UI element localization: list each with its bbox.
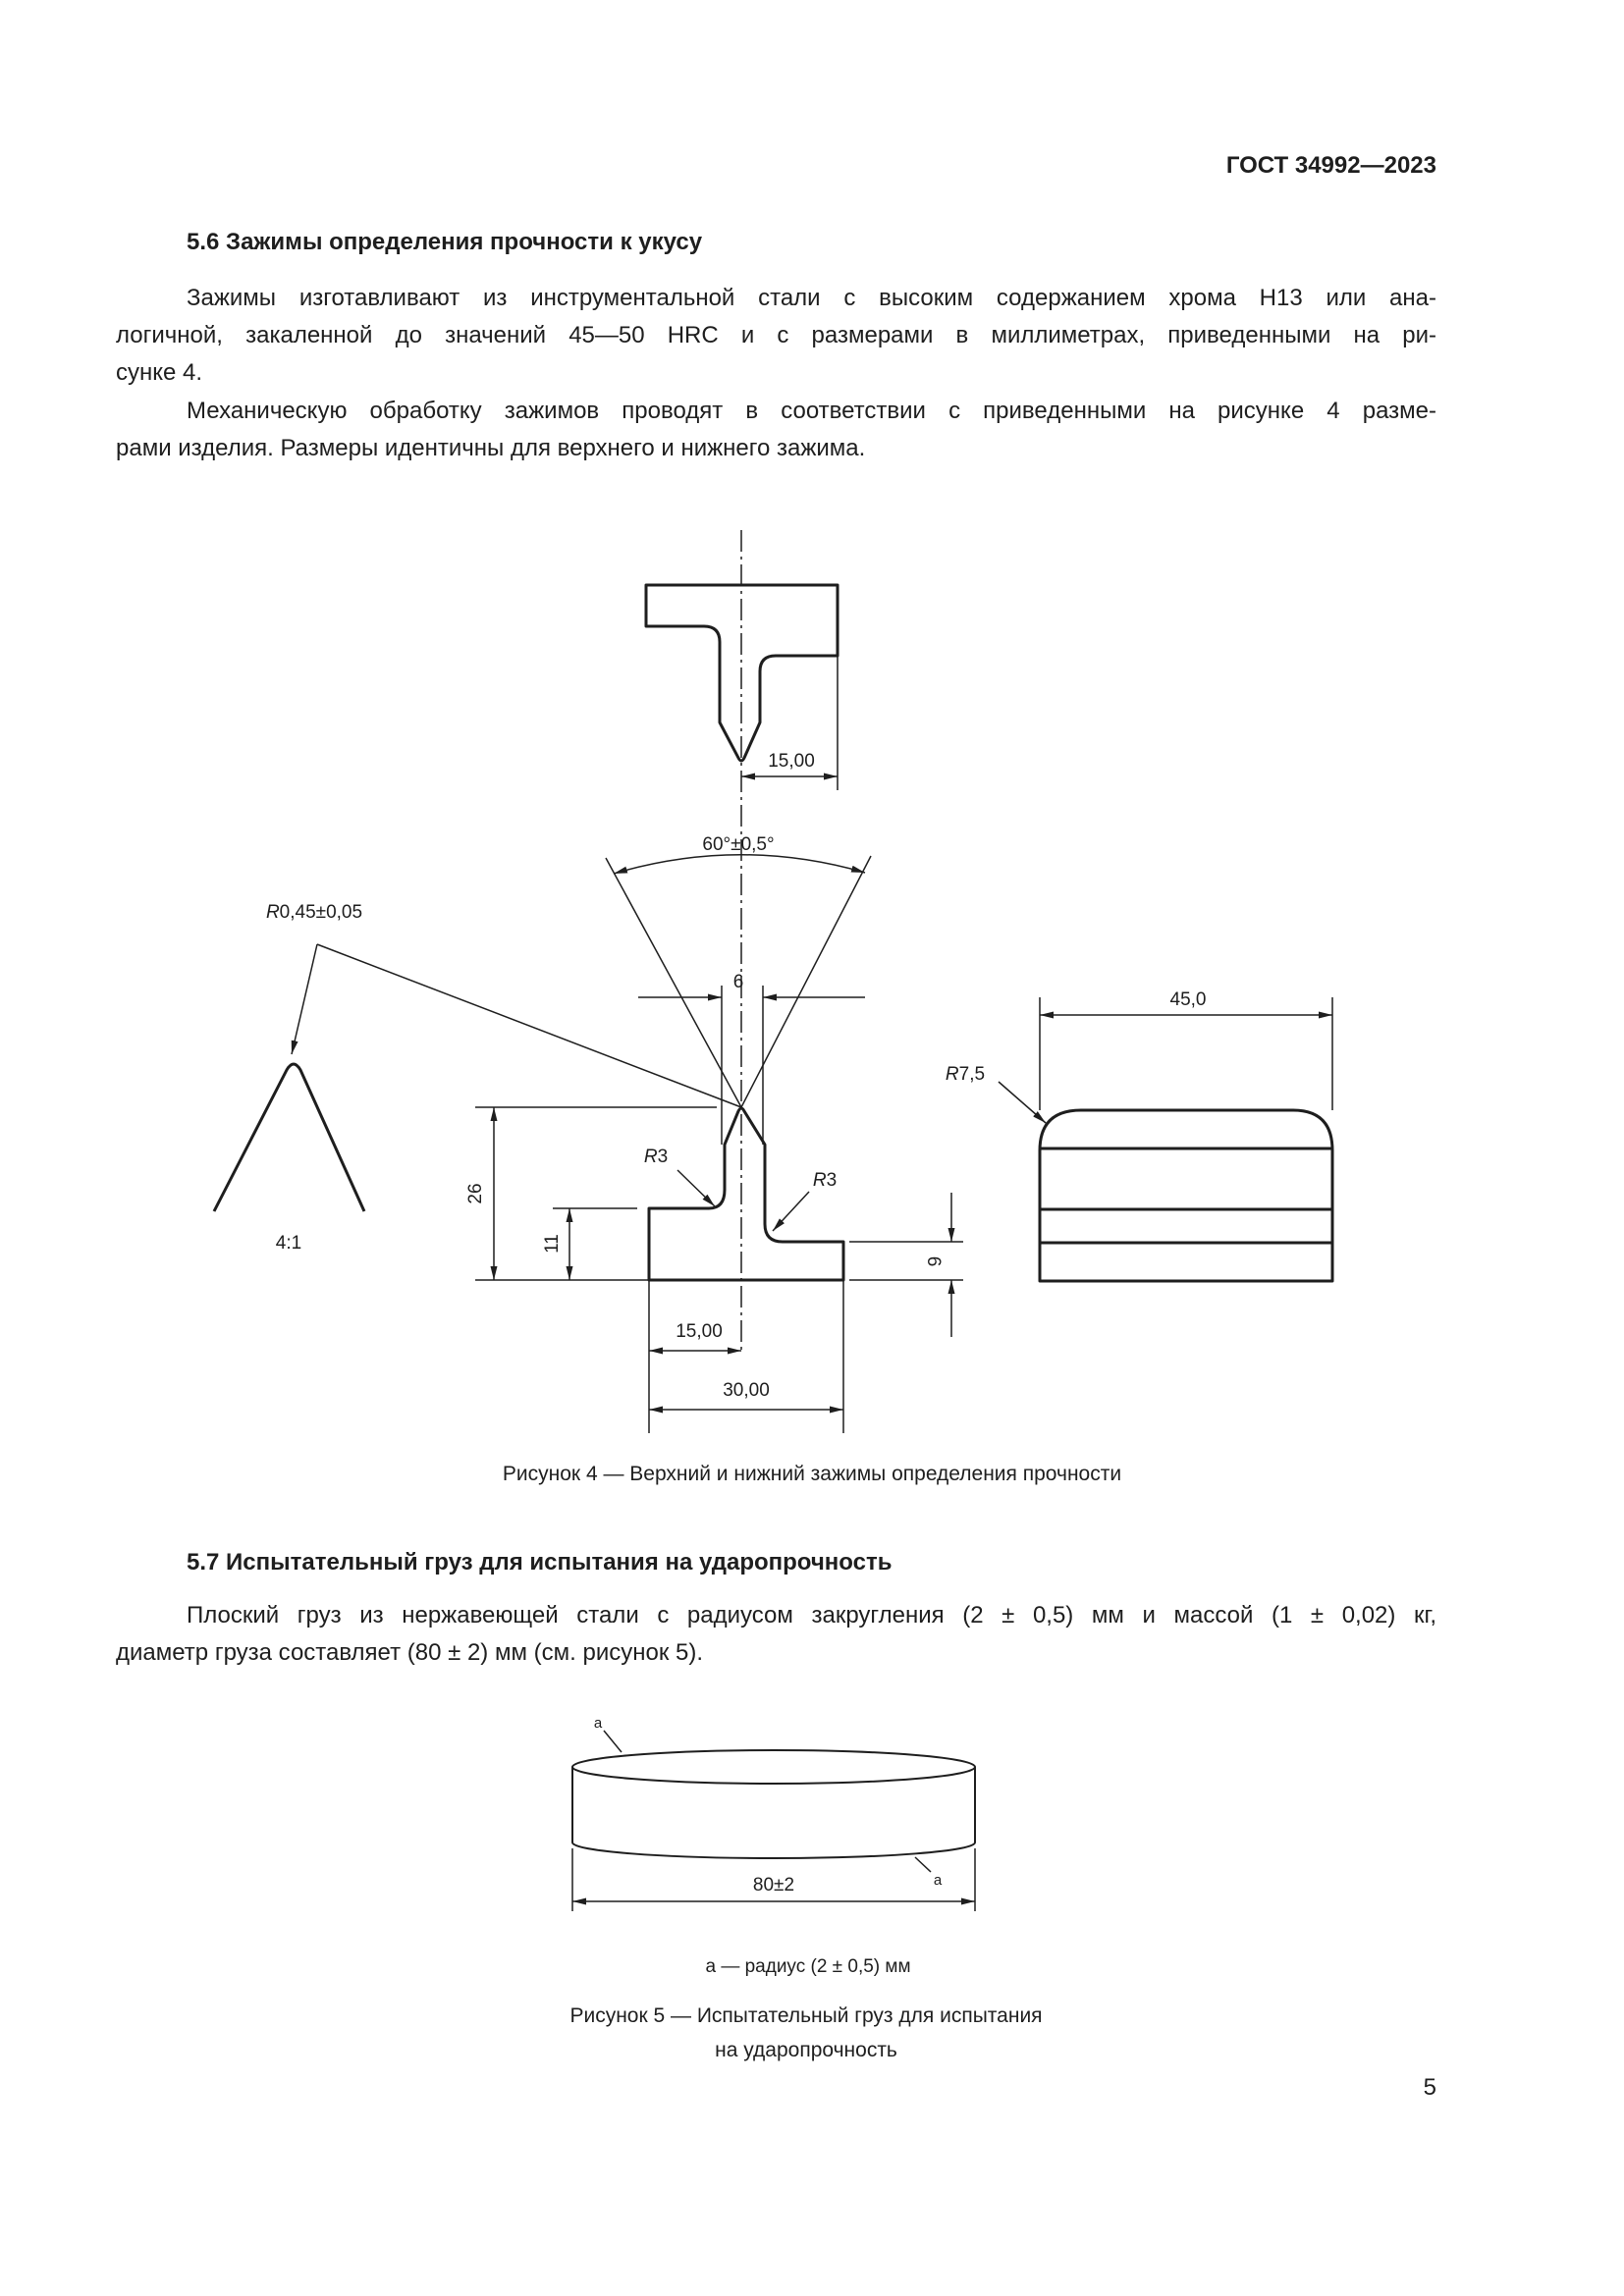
angle-label: 60°±0,5° xyxy=(702,834,775,855)
leader-line xyxy=(604,1731,622,1752)
figure-5-caption-line: Рисунок 5 — Испытательный груз для испытания xyxy=(569,2004,1043,2027)
tip-width-label: 6 xyxy=(732,972,744,992)
paragraph-line: Плоский груз из нержавеющей стали с радиусом закругления (2 ± 0,5) мм и массой (1 ± 0,02) кг, xyxy=(187,1602,1436,1629)
tip-radius-label: R0,45±0,05 xyxy=(265,902,363,923)
paragraph-line: логичной, закаленной до значений 45—50 HRC и с размерами в миллиметрах, приведенными на ри- xyxy=(116,322,1436,348)
figure-4-caption: Рисунок 4 — Верхний и нижний зажимы определения прочности xyxy=(502,1463,1122,1485)
lower-half-width-label: 15,00 xyxy=(676,1321,723,1342)
angle-dimension-arc xyxy=(614,855,865,874)
leader-line xyxy=(317,944,741,1107)
radius-marker-top: a xyxy=(593,1715,603,1732)
leader-line xyxy=(915,1857,931,1872)
document-id-header: ГОСТ 34992—2023 xyxy=(1225,152,1436,179)
lower-width-label: 30,00 xyxy=(723,1380,770,1401)
figure-5-legend: а — радиус (2 ± 0,5) мм xyxy=(705,1956,911,1977)
detail-scale-label: 4:1 xyxy=(275,1233,302,1254)
r3-left-label: R3 xyxy=(643,1147,669,1167)
paragraph-line: сунке 4. xyxy=(116,359,203,386)
section-5-6-heading: 5.6 Зажимы определения прочности к укусу xyxy=(187,229,703,255)
total-height-label: 26 xyxy=(465,1183,486,1204)
section-5-7-heading: 5.7 Испытательный груз для испытания на ударопрочность xyxy=(187,1549,893,1575)
tip-detail-view xyxy=(214,1064,364,1211)
base-height-label: 11 xyxy=(542,1234,563,1254)
paragraph-line: Механическую обработку зажимов проводят в соответствии с приведенными на рисунке 4 разме- xyxy=(187,398,1436,424)
side-radius-leader xyxy=(999,1082,1046,1123)
leader-arrow xyxy=(292,944,317,1054)
figure-5-drawing xyxy=(572,1715,975,1911)
weight-bottom-arc xyxy=(572,1842,975,1858)
paragraph-line: Зажимы изготавливают из инструментальной стали с высоким содержанием хрома Н13 или ана- xyxy=(187,285,1436,311)
r3-right-leader xyxy=(773,1192,809,1231)
base-thickness-label: 6 xyxy=(923,1255,944,1267)
radius-marker-bottom: a xyxy=(933,1872,943,1889)
lower-clamp-outline xyxy=(649,1108,843,1280)
side-width-label: 45,0 xyxy=(1169,989,1207,1010)
side-view-outline xyxy=(1040,1110,1332,1281)
figure-4-drawing xyxy=(214,530,1332,1433)
r3-right-label: R3 xyxy=(812,1170,838,1191)
side-radius-label: R7,5 xyxy=(945,1064,986,1085)
angle-line-right xyxy=(741,856,871,1107)
paragraph-line: рами изделия. Размеры идентичны для верхнего и нижнего зажима. xyxy=(116,435,866,461)
paragraph-line: диаметр груза составляет (80 ± 2) мм (см. рисунок 5). xyxy=(116,1639,703,1666)
r3-left-leader xyxy=(677,1170,715,1206)
figure-5-caption-line: на ударопрочность xyxy=(715,2039,897,2061)
weight-top-ellipse xyxy=(572,1750,975,1784)
diameter-label: 80±2 xyxy=(752,1875,795,1896)
upper-width-label: 15,00 xyxy=(768,751,815,772)
page-number: 5 xyxy=(1423,2074,1436,2101)
